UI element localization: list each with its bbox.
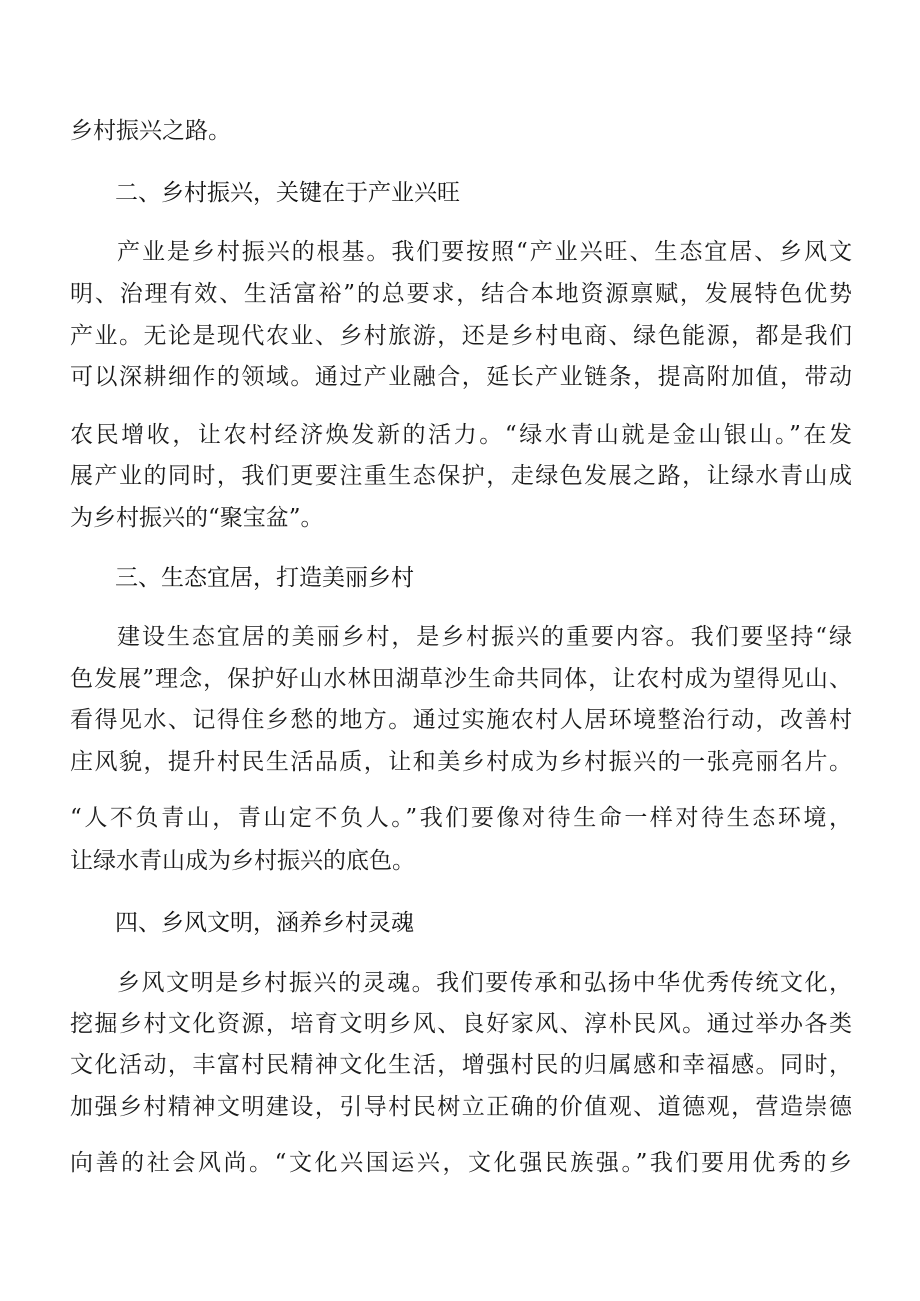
paragraph-line: 文化活动，丰富村民精神文化生活，增强村民的归属感和幸福感。同时， — [70, 1052, 852, 1078]
section-heading: 三、生态宜居，打造美丽乡村 — [115, 565, 414, 591]
paragraph-line: 明、治理有效、生活富裕”的总要求，结合本地资源禀赋，发展特色优势 — [70, 281, 852, 307]
paragraph-line: 展产业的同时，我们更要注重生态保护，走绿色发展之路，让绿水青山成 — [70, 463, 852, 489]
section-heading: 四、乡风文明，涵养乡村灵魂 — [115, 910, 414, 936]
paragraph-line: 农民增收，让农村经济焕发新的活力。“绿水青山就是金山银山。”在发 — [70, 422, 852, 448]
paragraph-line: 产业是乡村振兴的根基。我们要按照“产业兴旺、生态宜居、乡风文 — [117, 239, 852, 265]
paragraph-line: 产业。无论是现代农业、乡村旅游，还是乡村电商、绿色能源，都是我们 — [70, 323, 852, 349]
paragraph-line: 向善的社会风尚。“文化兴国运兴，文化强民族强。”我们要用优秀的乡 — [70, 1150, 852, 1176]
paragraph-line: 可以深耕细作的领域。通过产业融合，延长产业链条，提高附加值，带动 — [70, 364, 852, 390]
paragraph-line: 庄风貌，提升村民生活品质，让和美乡村成为乡村振兴的一张亮丽名片。 — [70, 749, 852, 775]
paragraph-line: 挖掘乡村文化资源，培育文明乡风、良好家风、淳朴民风。通过举办各类 — [70, 1011, 852, 1037]
paragraph-line: “人不负青山，青山定不负人。”我们要像对待生命一样对待生态环境， — [70, 805, 852, 831]
section-heading: 二、乡村振兴，关键在于产业兴旺 — [115, 180, 460, 206]
paragraph-line: 加强乡村精神文明建设，引导村民树立正确的价值观、道德观，营造崇德 — [70, 1094, 852, 1120]
paragraph-line: 为乡村振兴的“聚宝盆”。 — [70, 505, 324, 531]
paragraph-line: 让绿水青山成为乡村振兴的底色。 — [70, 848, 415, 874]
paragraph-line: 乡村振兴之路。 — [70, 118, 231, 144]
paragraph-line: 看得见水、记得住乡愁的地方。通过实施农村人居环境整治行动，改善村 — [70, 707, 852, 733]
paragraph-line: 色发展”理念，保护好山水林田湖草沙生命共同体，让农村成为望得见山、 — [70, 666, 852, 692]
paragraph-line: 建设生态宜居的美丽乡村，是乡村振兴的重要内容。我们要坚持“绿 — [117, 624, 852, 650]
paragraph-line: 乡风文明是乡村振兴的灵魂。我们要传承和弘扬中华优秀传统文化， — [117, 970, 852, 996]
